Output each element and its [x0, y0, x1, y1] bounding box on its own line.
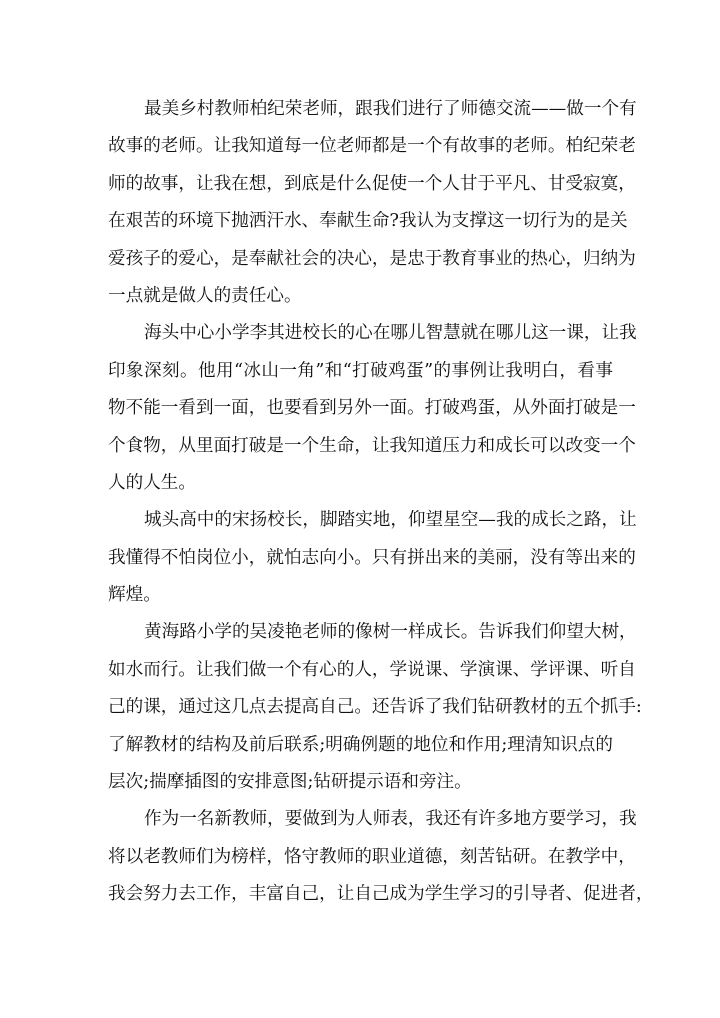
document-page: [108, 91, 654, 914]
paragraph-5-line: 我会努力去工作，丰富自己，让自己成为学生学习的引导者、促进者，: [108, 884, 654, 905]
paragraph-1-line: 最美乡村教师柏纪荣老师，跟我们进行了师德交流——做一个有: [144, 99, 637, 119]
paragraph-2-line: 个食物，从里面打破是一个生命，让我知道压力和成长可以改变一个: [108, 435, 636, 456]
paragraph-3-line: 城头高中的宋扬校长，脚踏实地，仰望星空—我的成长之路，让: [144, 510, 637, 531]
paragraph-2-line: 印象深刻。他用“冰山一角”和“打破鸡蛋”的事例让我明白，看事: [108, 360, 613, 381]
paragraph-5-line: 作为一名新教师，要做到为人师表，我还有许多地方要学习，我: [144, 809, 637, 830]
paragraph-1-line: 故事的老师。让我知道每一位老师都是一个有故事的老师。柏纪荣老: [108, 136, 636, 157]
paragraph-4-line: 黄海路小学的吴凌艳老师的像树一样成长。告诉我们仰望大树，: [144, 622, 637, 643]
paragraph-4-line: 如水而行。让我们做一个有心的人，学说课、学演课、学评课、听自: [108, 659, 636, 680]
paragraph-4-line: 了解教材的结构及前后联系;明确例题的地位和作用;理清知识点的: [108, 734, 613, 755]
paragraph-5-line: 将以老教师们为榜样，恪守教师的职业道德，刻苦钻研。在教学中，: [108, 846, 636, 867]
paragraph-1-line: 在艰苦的环境下抛洒汗水、奉献生命?我认为支撑这一切行为的是关: [108, 211, 628, 232]
paragraph-2-line: 物不能一看到一面，也要看到另外一面。打破鸡蛋，从外面打破是一: [108, 398, 636, 419]
paragraph-3-line: 我懂得不怕岗位小，就怕志向小。只有拼出来的美丽，没有等出来的: [108, 547, 636, 568]
paragraph-4-line: 己的课，通过这几点去提高自己。还告诉了我们钻研教材的五个抓手:: [108, 697, 642, 718]
paragraph-4-line: 层次;揣摩插图的安排意图;钻研提示语和旁注。: [108, 772, 472, 793]
paragraph-2-line: 人的人生。: [108, 472, 196, 493]
paragraph-1-line: 师的故事，让我在想，到底是什么促使一个人甘于平凡、甘受寂寞，: [108, 173, 636, 194]
paragraph-1-line: 爱孩子的爱心，是奉献社会的决心，是忠于教育事业的热心，归纳为: [108, 248, 636, 269]
paragraph-1-line: 一点就是做人的责任心。: [108, 285, 302, 306]
paragraph-3-line: 辉煌。: [108, 585, 161, 606]
paragraph-2-line: 海头中心小学李其进校长的心在哪儿智慧就在哪儿这一课，让我: [144, 323, 637, 344]
